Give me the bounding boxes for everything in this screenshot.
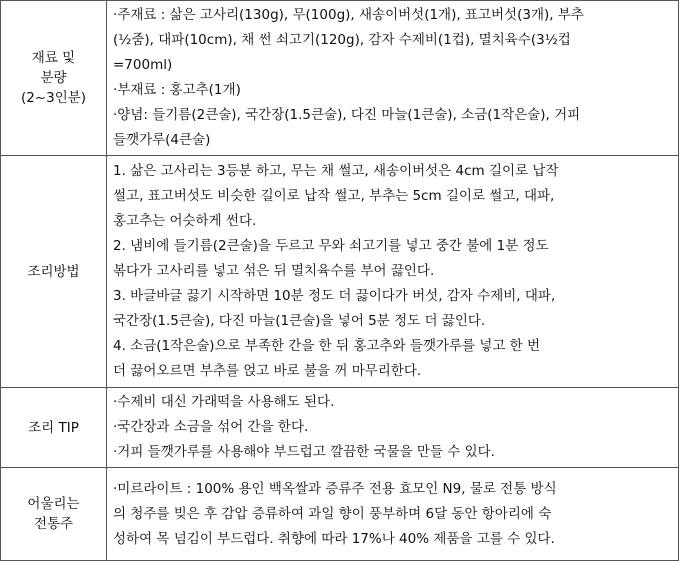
- text-line: [113, 209, 670, 234]
- text-line: [113, 390, 670, 415]
- text-line-text: 더 끓어오르면 부추를 얹고 바로 불을 꺼 마무리한다.: [113, 363, 422, 379]
- text-line-text: 1. 삶은 고사리는 3등분 하고, 무는 채 썰고, 새송이버섯은 4cm 길이로 납작: [113, 163, 559, 179]
- text-line-text: 의 청주를 빚은 후 감압 증류하여 과일 향이 풍부하며 6달 동안 항아리에 숙: [113, 505, 552, 522]
- cooking-label: 조리방법: [1, 156, 107, 388]
- text-line-text: ·미르라이트 : 100% 용인 백옥쌀과 증류주 전용 효모인 N9, 물로 전통 방식: [113, 480, 557, 497]
- text-line-text: ·부재료 : 홍고추(1개): [113, 82, 241, 98]
- text-line: [113, 184, 670, 209]
- cooking-content: [107, 156, 679, 388]
- ingredients-content: [107, 1, 679, 156]
- text-line-text: 볶다가 고사리를 넣고 섞은 뒤 멸치육수를 부어 끓인다.: [113, 263, 435, 279]
- text-line: [113, 527, 670, 552]
- cooking-row: [1, 156, 679, 388]
- text-line-text: 썰고, 표고버섯도 비슷한 길이로 납작 썰고, 부추는 5cm 길이로 썰고, 대파,: [113, 188, 555, 204]
- text-line: [113, 159, 670, 184]
- drink-row: [1, 468, 679, 561]
- label-line: 분량: [40, 70, 67, 86]
- text-line-text: 국간장(1.5큰술), 다진 마늘(1큰술)을 넣어 5분 정도 더 끓인다.: [113, 313, 486, 329]
- text-line: [113, 53, 670, 78]
- drink-label: [1, 468, 107, 561]
- text-line: [113, 234, 670, 259]
- text-line-text: ·거피 들깻가루를 사용해야 부드럽고 깔끔한 국물을 만들 수 있다.: [113, 444, 495, 460]
- text-line: [113, 28, 670, 53]
- text-line-text: ·수제비 대신 가래떡을 사용해도 된다.: [113, 394, 335, 410]
- text-line-text: ·국간장과 소금을 섞어 간을 한다.: [113, 419, 309, 435]
- text-line-text: 홍고추는 어슷하게 썬다.: [113, 213, 257, 229]
- ingredients-label: [1, 1, 107, 156]
- text-line: [113, 359, 670, 384]
- ingredients-row: [1, 1, 679, 156]
- tips-content: [107, 388, 679, 468]
- text-line: [113, 415, 670, 440]
- tips-label: 조리 TIP: [1, 388, 107, 468]
- tips-row: [1, 388, 679, 468]
- text-line-text: ·주재료 : 삶은 고사리(130g), 무(100g), 새송이버섯(1개), 표고버섯(3개), 부추: [113, 7, 584, 23]
- text-line-text: 들깻가루(4큰술): [113, 132, 211, 148]
- text-line-text: 3. 바글바글 끓기 시작하면 10분 정도 더 끓이다가 버섯, 감자 수제비, 대파,: [113, 288, 556, 304]
- text-line: [113, 3, 670, 28]
- label-line: 재료 및: [31, 50, 76, 66]
- label-line: 어울리는: [27, 496, 80, 512]
- text-line-text: ·양념: 들기름(2큰술), 국간장(1.5큰술), 다진 마늘(1큰술), 소금(1작은술), 거피: [113, 107, 581, 123]
- text-line: [113, 284, 670, 309]
- text-line: [113, 440, 670, 465]
- text-line: [113, 334, 670, 359]
- text-line: [113, 259, 670, 284]
- text-line: [113, 502, 670, 527]
- text-line: [113, 103, 670, 128]
- text-line-text: 2. 냄비에 들기름(2큰술)을 두르고 무와 쇠고기를 넣고 중간 불에 1분 정도: [113, 238, 549, 254]
- label-line: (2~3인분): [20, 90, 87, 106]
- text-line-text: 성하여 목 넘김이 부드럽다. 취향에 따라 17%나 40% 제품을 고를 수 있다.: [113, 530, 555, 547]
- text-line-text: =700ml): [113, 57, 173, 73]
- text-line: [113, 128, 670, 153]
- text-line: [113, 78, 670, 103]
- text-line-text: (½줌), 대파(10cm), 채 썬 쇠고기(120g), 감자 수제비(1컵), 멸치육수(3½컵: [113, 32, 571, 48]
- text-line: [113, 309, 670, 334]
- drink-content: [107, 468, 679, 561]
- label-line: 전통주: [33, 516, 74, 532]
- text-line-text: 4. 소금(1작은술)으로 부족한 간을 한 뒤 홍고추와 들깻가루를 넣고 한 번: [113, 338, 541, 354]
- text-line: [113, 477, 670, 502]
